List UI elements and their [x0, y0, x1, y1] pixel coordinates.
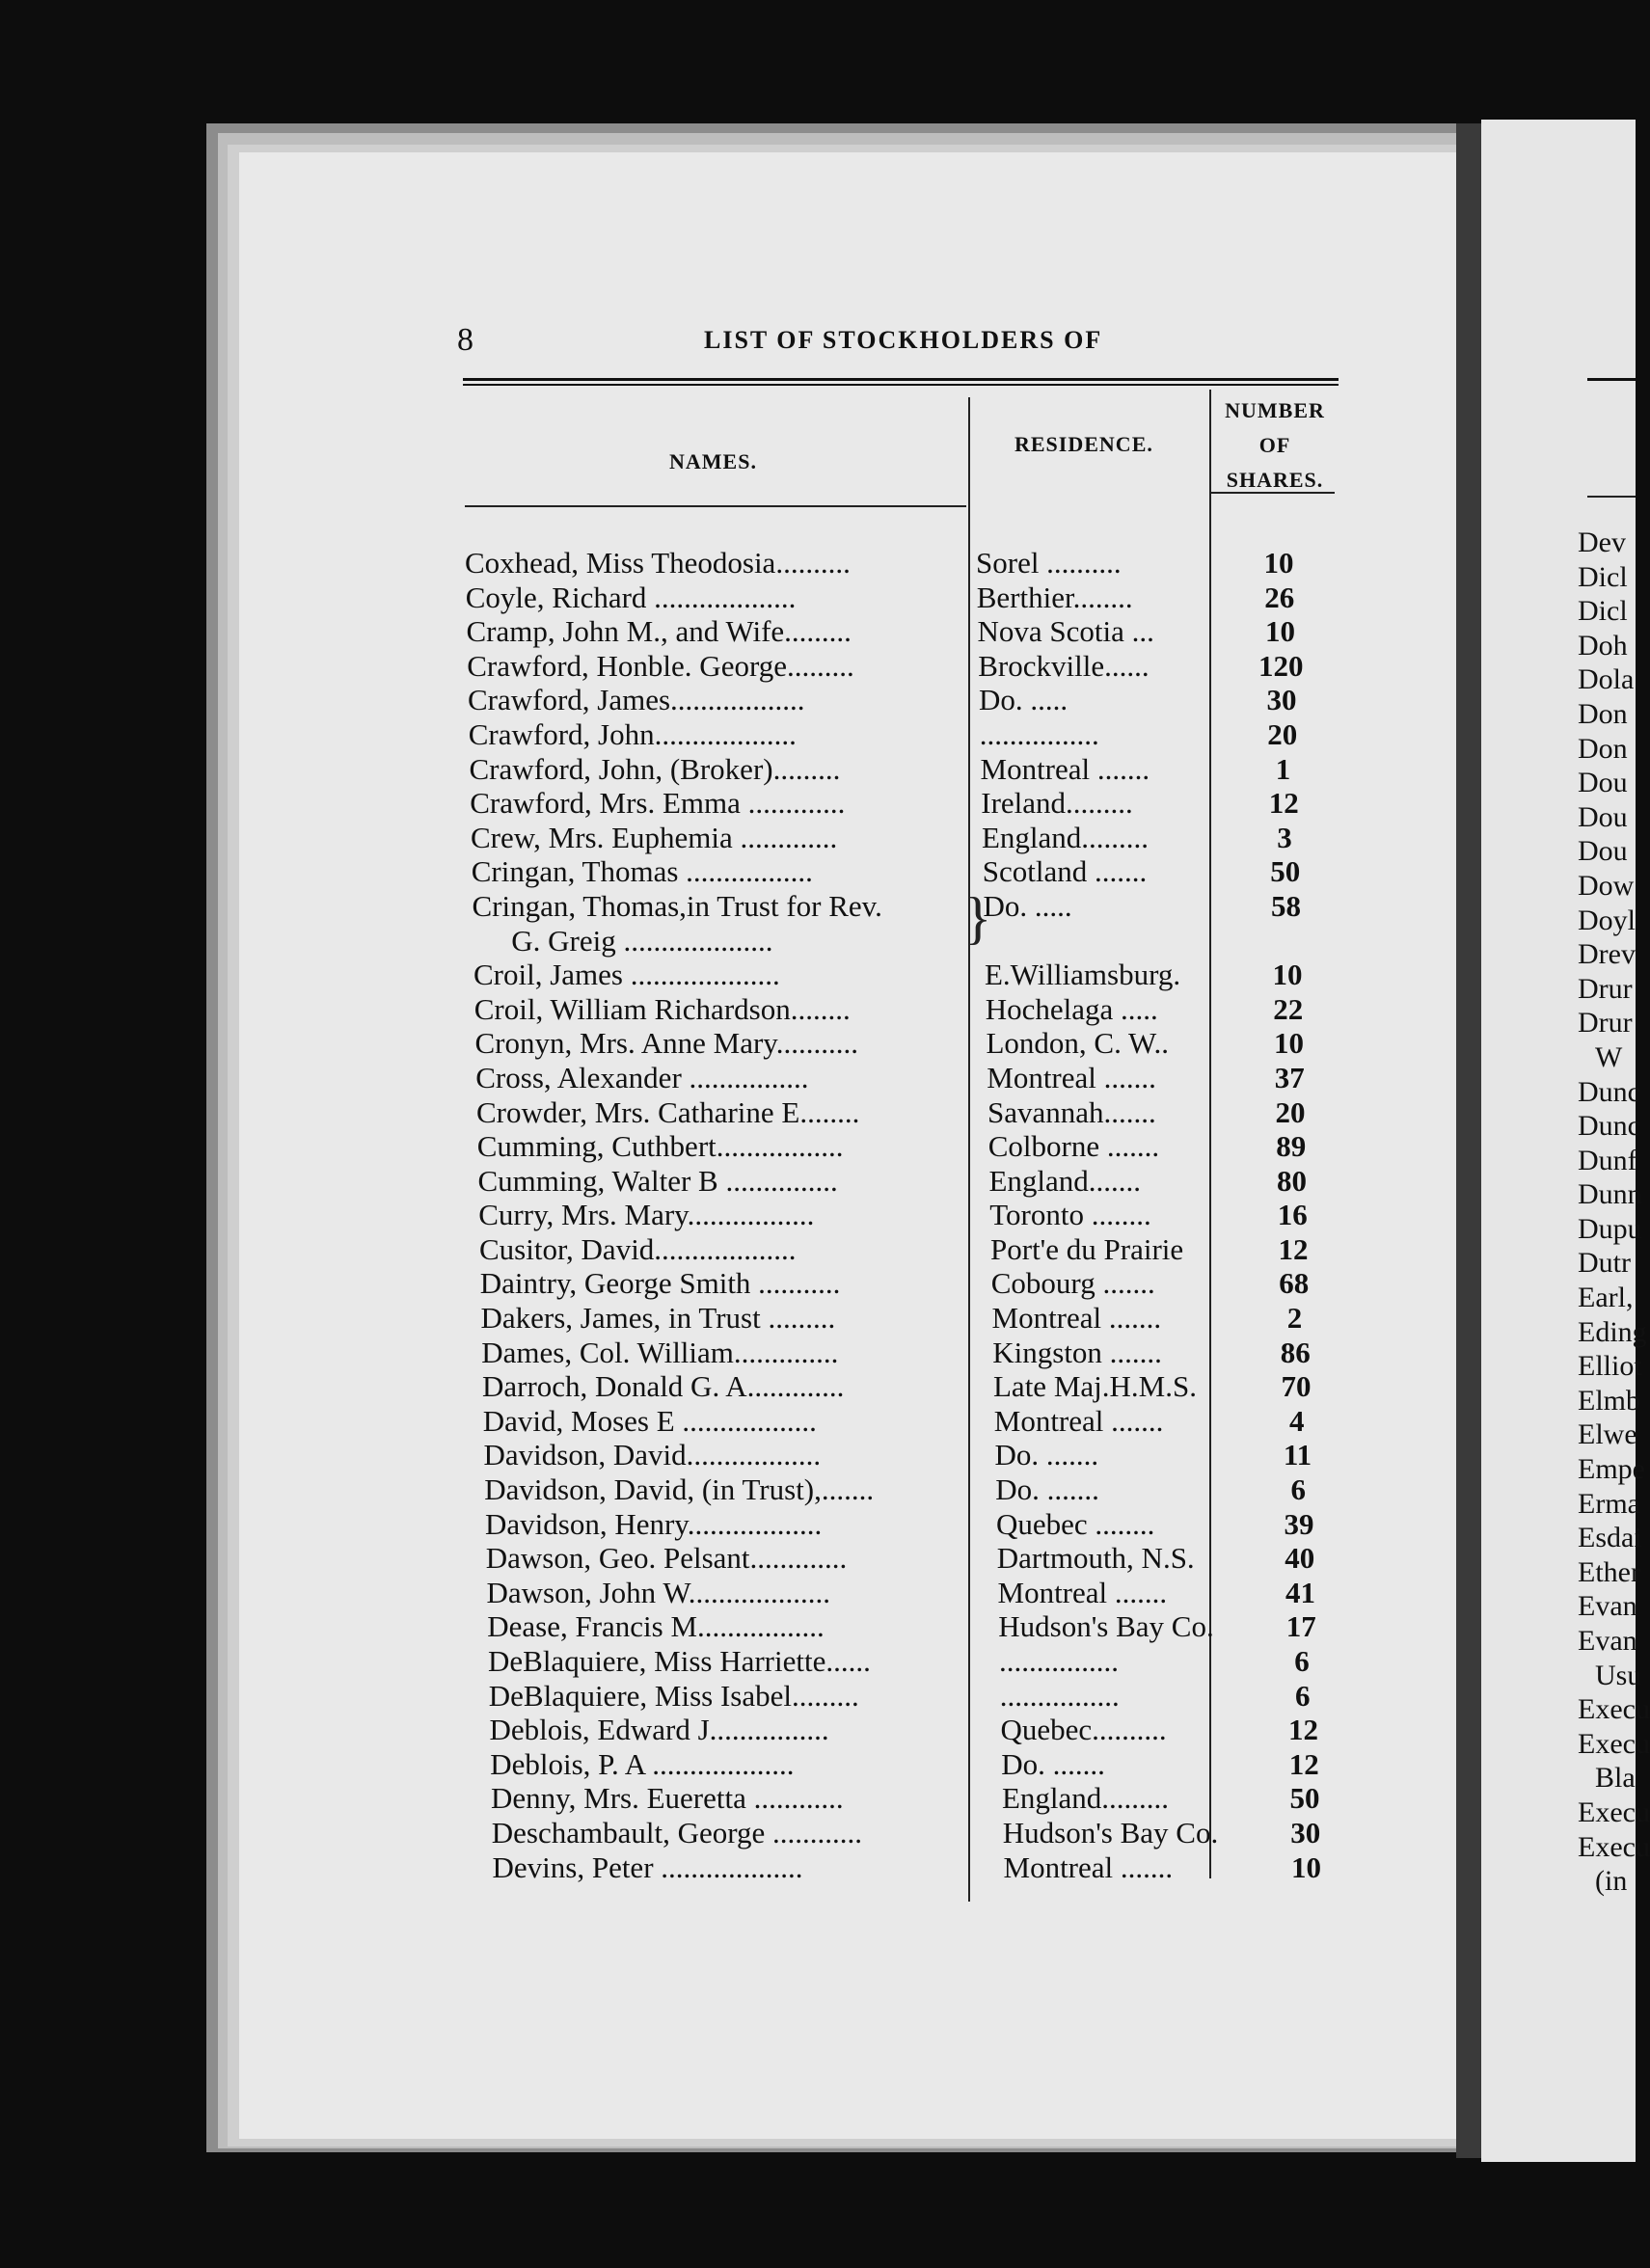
- stockholder-name: Crawford, Honble. George.........: [467, 648, 854, 683]
- table-row: [476, 1095, 1354, 1130]
- stockholder-residence: Late Maj.H.M.S.: [993, 1369, 1197, 1404]
- stockholder-shares: 20: [1267, 716, 1298, 751]
- stockholder-name: G. Greig ....................: [511, 923, 773, 958]
- stockholder-shares: 17: [1285, 1609, 1316, 1644]
- right-page-fragment: Dunc: [1578, 1110, 1640, 1143]
- table-row: [483, 1404, 1361, 1439]
- stockholder-residence: England.......: [988, 1163, 1142, 1198]
- header-double-rule: [463, 378, 1339, 386]
- stockholder-shares: 50: [1270, 854, 1301, 889]
- right-page-fragment: Dou: [1578, 800, 1628, 833]
- right-page-fragment: Execu: [1578, 1727, 1650, 1760]
- stockholder-residence: Montreal .......: [987, 1060, 1156, 1094]
- stockholder-residence: Colborne .......: [987, 1129, 1160, 1164]
- right-page-header-rule: [1587, 378, 1636, 381]
- table-row: [465, 546, 1342, 580]
- page-number: 8: [457, 322, 473, 358]
- stockholder-shares: 1: [1275, 751, 1291, 786]
- table-row: [477, 1129, 1355, 1164]
- stockholder-shares: 4: [1289, 1403, 1305, 1438]
- stockholder-residence: ................: [999, 1678, 1120, 1713]
- table-row: [491, 1781, 1368, 1816]
- right-page-fragment: Dou: [1578, 835, 1628, 868]
- book-gutter: [1456, 123, 1481, 2158]
- table-row: [486, 1541, 1364, 1576]
- table-row: [472, 854, 1349, 889]
- stockholder-name: Coxhead, Miss Theodosia..........: [465, 546, 851, 580]
- stockholder-shares: 6: [1295, 1678, 1311, 1713]
- stockholder-shares: 37: [1274, 1060, 1305, 1094]
- table-row: [481, 1336, 1359, 1370]
- table-row: [490, 1747, 1367, 1782]
- stockholder-name: Daintry, George Smith ...........: [479, 1266, 841, 1301]
- stockholder-residence: Hudson's Bay Co.: [1002, 1815, 1219, 1850]
- shares-header-line-2: OF: [1258, 433, 1291, 457]
- stockholder-shares: 16: [1277, 1198, 1308, 1232]
- stockholder-residence: Scotland .......: [982, 854, 1148, 889]
- entry-brace: }: [963, 885, 992, 950]
- stockholder-shares: 41: [1285, 1575, 1315, 1609]
- stockholder-residence: London, C. W..: [986, 1026, 1169, 1061]
- stockholder-name: Deblois, Edward J................: [489, 1713, 829, 1747]
- stockholder-name: Davidson, David, (in Trust),.......: [484, 1472, 875, 1507]
- stockholder-name: Coyle, Richard ...................: [465, 580, 797, 614]
- table-row: [467, 649, 1344, 684]
- stockholder-shares: 12: [1288, 1746, 1319, 1781]
- stockholder-shares: 30: [1290, 1815, 1321, 1850]
- right-page-fragment: Doh: [1578, 629, 1628, 662]
- stockholder-residence: Montreal .......: [1003, 1850, 1174, 1884]
- table-row: [475, 1061, 1353, 1095]
- stockholder-shares: 12: [1268, 786, 1299, 821]
- stockholder-name: Cumming, Cuthbert.................: [476, 1129, 844, 1164]
- stockholder-name: Cringan, Thomas .................: [471, 854, 813, 889]
- stockholder-name: Crew, Mrs. Euphemia .............: [471, 820, 838, 854]
- stockholder-shares: 12: [1278, 1231, 1309, 1266]
- stockholder-shares: 11: [1283, 1438, 1312, 1472]
- table-row: [467, 614, 1344, 649]
- stockholder-residence: Nova Scotia ...: [977, 614, 1154, 649]
- stockholder-name: DeBlaquiere, Miss Isabel.........: [488, 1678, 859, 1713]
- stockholder-shares: 6: [1294, 1644, 1310, 1678]
- stockholder-residence: ................: [979, 716, 1099, 751]
- stockholder-name: Davidson, Henry..................: [485, 1506, 823, 1541]
- table-row: [487, 1576, 1365, 1610]
- stockholder-residence: Hochelaga .....: [985, 991, 1158, 1026]
- table-row: [479, 1232, 1357, 1267]
- stockholder-shares: 26: [1264, 580, 1295, 614]
- stockholder-residence: Do. .....: [983, 888, 1072, 923]
- stockholder-shares: 6: [1290, 1472, 1306, 1507]
- stockholder-residence: Port'e du Prairie: [990, 1231, 1184, 1266]
- stockholder-shares: 68: [1279, 1266, 1310, 1301]
- stockholder-shares: 20: [1275, 1094, 1306, 1129]
- stockholder-residence: Montreal .......: [997, 1575, 1168, 1609]
- right-page-fragment: Dou: [1578, 767, 1628, 799]
- stockholder-name: Davidson, David..................: [483, 1438, 822, 1472]
- stockholder-name: Crawford, James..................: [468, 683, 805, 717]
- stockholder-name: Crawford, John...................: [468, 716, 797, 751]
- running-title: LIST OF STOCKHOLDERS OF: [704, 326, 1103, 354]
- stockholder-name: Crowder, Mrs. Catharine E........: [476, 1094, 860, 1129]
- stockholder-shares: 50: [1289, 1781, 1320, 1816]
- stockholder-name: Dames, Col. William..............: [481, 1335, 839, 1369]
- shares-header-rule: [1211, 492, 1335, 494]
- table-row: [469, 717, 1346, 752]
- stockholder-name: Croil, William Richardson........: [473, 991, 851, 1026]
- stockholder-residence: Do. .......: [994, 1438, 1099, 1472]
- table-row: [473, 958, 1351, 992]
- column-header-names: NAMES.: [669, 449, 757, 473]
- table-row: [466, 580, 1343, 615]
- stockholder-residence: Quebec ........: [996, 1506, 1155, 1541]
- stockholder-shares: 10: [1265, 614, 1295, 649]
- table-row: [480, 1266, 1358, 1301]
- table-row: [475, 1026, 1353, 1061]
- shares-header-line-3: SHARES.: [1226, 468, 1324, 492]
- right-page-fragment: Execu: [1578, 1693, 1650, 1726]
- right-page-fragment: Dutr: [1578, 1247, 1631, 1280]
- stockholder-residence: Dartmouth, N.S.: [996, 1541, 1195, 1576]
- stockholder-shares: 120: [1258, 648, 1304, 683]
- table-row: [493, 1850, 1370, 1885]
- stockholder-name: Cronyn, Mrs. Anne Mary...........: [474, 1026, 859, 1061]
- right-page-fragment: Evan: [1578, 1625, 1637, 1657]
- stockholder-residence: Montreal .......: [980, 751, 1150, 786]
- table-row: [471, 821, 1348, 855]
- names-header-rule: [465, 505, 966, 507]
- stockholder-name: Cross, Alexander ................: [475, 1060, 809, 1094]
- right-page-fragment: Elwe: [1578, 1418, 1637, 1451]
- stockholder-shares: 10: [1263, 546, 1294, 580]
- stockholder-residence: Quebec..........: [1000, 1713, 1167, 1747]
- stockholder-shares: 70: [1281, 1369, 1312, 1404]
- right-page-fragment: Usu: [1595, 1659, 1642, 1691]
- stockholder-table: [465, 546, 1342, 1884]
- table-row: [492, 1816, 1369, 1850]
- stockholder-residence: Kingston .......: [992, 1335, 1162, 1369]
- stockholder-residence: Do. .....: [979, 683, 1068, 717]
- stockholder-shares: 10: [1291, 1850, 1321, 1884]
- stockholder-residence: ................: [999, 1644, 1119, 1678]
- right-page-fragment: Evan: [1578, 1590, 1637, 1623]
- table-row: [478, 1164, 1356, 1199]
- stockholder-name: Crawford, John, (Broker).........: [469, 751, 841, 786]
- stockholder-name: Denny, Mrs. Eueretta ............: [491, 1781, 844, 1816]
- right-page-fragment: Execu: [1578, 1796, 1650, 1828]
- stockholder-name: DeBlaquiere, Miss Harriette......: [488, 1644, 871, 1678]
- stockholder-name: Cusitor, David...................: [479, 1231, 797, 1266]
- stockholder-shares: 2: [1286, 1301, 1303, 1336]
- table-row: [470, 786, 1347, 821]
- stockholder-name: Cringan, Thomas,in Trust for Rev.: [472, 888, 882, 923]
- stockholder-residence: Sorel ..........: [976, 546, 1122, 580]
- table-row: [481, 1301, 1359, 1336]
- stockholder-name: Deblois, P. A ...................: [490, 1746, 795, 1781]
- stockholder-residence: Cobourg .......: [990, 1266, 1155, 1301]
- stockholder-residence: Do. .......: [1001, 1746, 1105, 1781]
- stockholder-shares: 12: [1288, 1713, 1318, 1747]
- right-page-fragment: Dow: [1578, 869, 1635, 902]
- right-page-fragment: Earl,: [1578, 1282, 1634, 1314]
- stockholder-shares: 30: [1266, 683, 1297, 717]
- stockholder-shares: 89: [1276, 1129, 1307, 1164]
- right-page-fragment: Dupu: [1578, 1212, 1642, 1245]
- right-page-fragment: Dicl: [1578, 560, 1628, 593]
- right-page-fragment: Don: [1578, 697, 1628, 730]
- table-row: [468, 683, 1345, 717]
- table-row: [488, 1644, 1366, 1679]
- right-page-header-rule-lower: [1587, 496, 1636, 498]
- table-row: [484, 1438, 1362, 1472]
- stockholder-name: Deschambault, George ............: [491, 1815, 862, 1850]
- right-page-fragment: Elliot: [1578, 1350, 1642, 1383]
- right-page-fragment: Erma: [1578, 1487, 1640, 1520]
- right-page-fragment: Esdai: [1578, 1522, 1642, 1554]
- stockholder-shares: 3: [1277, 820, 1292, 854]
- right-page-fragment: Empe: [1578, 1453, 1645, 1486]
- stockholder-shares: 10: [1272, 958, 1303, 992]
- stockholder-residence: Montreal .......: [991, 1301, 1162, 1336]
- right-page-fragment: Dunf: [1578, 1144, 1637, 1176]
- stockholder-residence: Brockville......: [978, 648, 1150, 683]
- stockholder-name: Dakers, James, in Trust .........: [480, 1301, 836, 1336]
- right-page-fragment: Dev: [1578, 526, 1626, 558]
- right-page-fragment: Drur: [1578, 972, 1633, 1005]
- right-page-fragment: Eding: [1578, 1315, 1647, 1348]
- stockholder-name: Croil, James ....................: [473, 958, 780, 992]
- stockholder-residence: England.........: [1002, 1781, 1170, 1816]
- right-page-fragment: Execu: [1578, 1830, 1650, 1863]
- table-row: [470, 752, 1347, 787]
- table-row: [478, 1198, 1356, 1232]
- stockholder-name: Curry, Mrs. Mary.................: [478, 1198, 815, 1232]
- table-row: [482, 1369, 1360, 1404]
- shares-header-line-1: NUMBER: [1225, 398, 1325, 422]
- stockholder-name: Dawson, Geo. Pelsant.............: [485, 1541, 848, 1576]
- table-row: [473, 924, 1350, 958]
- stockholder-name: Devins, Peter ...................: [492, 1850, 803, 1884]
- right-page-fragment: Dunn: [1578, 1178, 1642, 1211]
- right-page-fragment: Ether: [1578, 1555, 1640, 1588]
- right-page-fragment: Dicl: [1578, 595, 1628, 628]
- right-page-fragment: Drev: [1578, 938, 1636, 971]
- stockholder-residence: Savannah.......: [987, 1094, 1156, 1129]
- stockholder-residence: Toronto ........: [989, 1198, 1151, 1232]
- stockholder-residence: Hudson's Bay Co.: [998, 1609, 1214, 1644]
- right-page-fragment: Doyl: [1578, 904, 1636, 936]
- column-header-residence: RESIDENCE.: [1014, 432, 1153, 456]
- stockholder-name: Dease, Francis M.................: [487, 1609, 825, 1644]
- stockholder-name: Darroch, Donald G. A.............: [482, 1369, 845, 1404]
- right-page-fragment: Dola: [1578, 663, 1635, 696]
- right-page-name-fragments: [1578, 526, 1650, 1900]
- stockholder-name: Crawford, Mrs. Emma .............: [470, 786, 846, 821]
- stockholder-name: Cramp, John M., and Wife.........: [466, 614, 852, 649]
- table-row: [485, 1507, 1363, 1542]
- stockholder-name: Dawson, John W...................: [486, 1575, 831, 1609]
- right-page-fragment: (in: [1595, 1865, 1628, 1898]
- table-row: [484, 1472, 1362, 1507]
- stockholder-name: Cumming, Walter B ...............: [477, 1163, 838, 1198]
- table-row: [490, 1713, 1367, 1747]
- table-row: [474, 992, 1352, 1027]
- table-row: [489, 1679, 1366, 1714]
- column-header-shares: [1211, 393, 1339, 498]
- right-page-fragment: W: [1595, 1040, 1623, 1073]
- right-page-fragment: Dunc: [1578, 1075, 1640, 1108]
- stockholder-name: David, Moses E ..................: [482, 1403, 817, 1438]
- stockholder-residence: England.........: [982, 820, 1150, 854]
- right-page-fragment: Don: [1578, 732, 1628, 765]
- right-page-fragment: Drur: [1578, 1007, 1633, 1040]
- stockholder-shares: 10: [1274, 1026, 1304, 1061]
- page-header: [457, 322, 1344, 361]
- right-page-fragment: Elmb: [1578, 1384, 1640, 1417]
- stockholder-shares: 40: [1285, 1541, 1315, 1576]
- stockholder-shares: 80: [1277, 1163, 1307, 1198]
- stockholder-residence: Do. .......: [995, 1472, 1099, 1507]
- right-page-fragment: Bla: [1595, 1762, 1636, 1795]
- stockholder-residence: Montreal .......: [993, 1403, 1164, 1438]
- table-row: [487, 1609, 1365, 1644]
- stockholder-shares: 86: [1280, 1335, 1311, 1369]
- stockholder-shares: 39: [1284, 1506, 1314, 1541]
- stockholder-residence: E.Williamsburg.: [985, 958, 1181, 992]
- stockholder-residence: Berthier........: [976, 580, 1133, 614]
- stockholder-residence: Ireland.........: [981, 786, 1133, 821]
- stockholder-shares: 58: [1271, 888, 1301, 923]
- stockholder-shares: 22: [1273, 991, 1304, 1026]
